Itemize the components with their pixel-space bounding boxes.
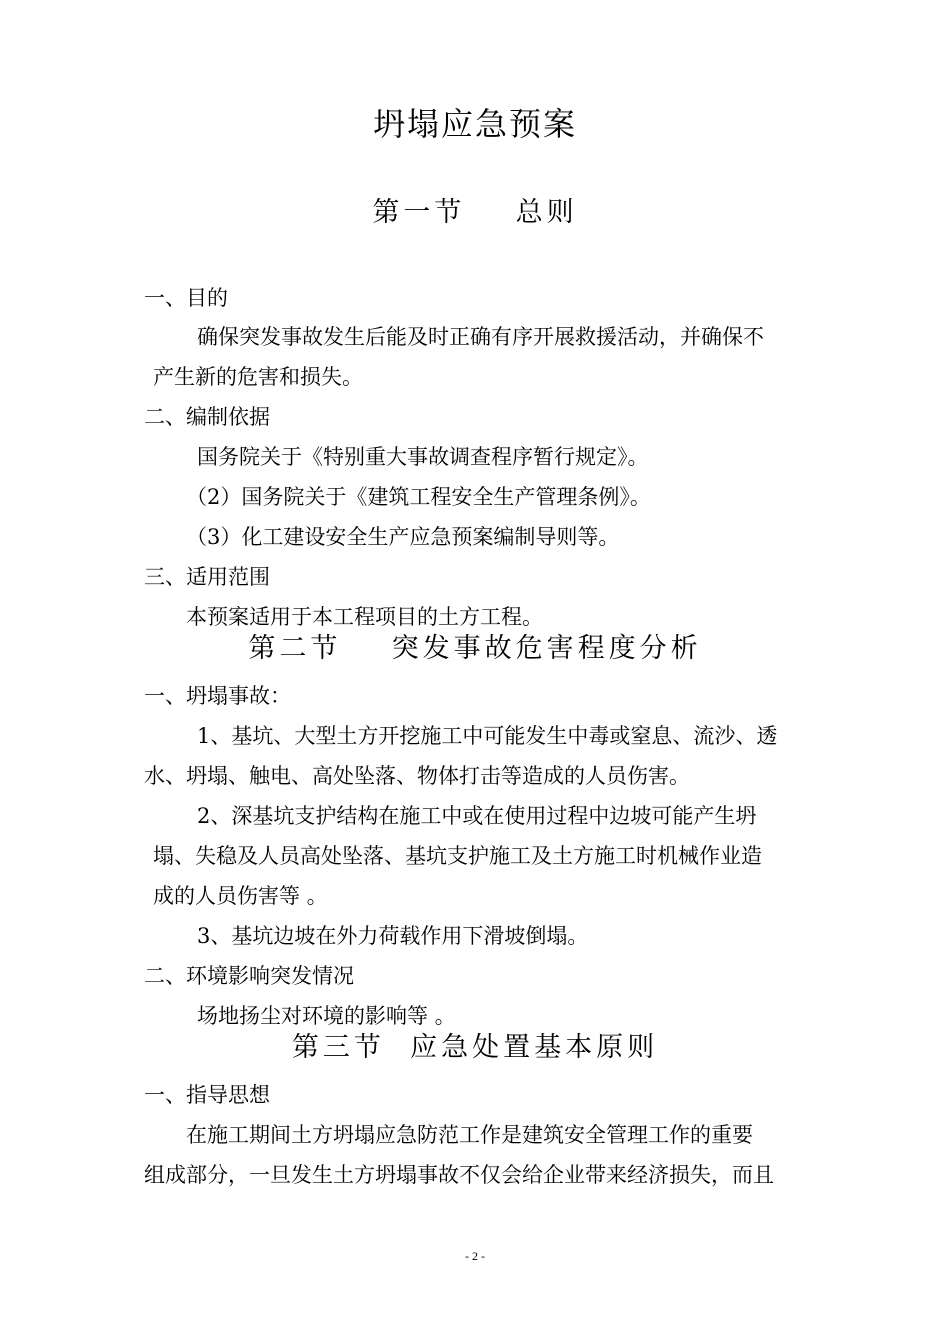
environment-heading: 二、环境影响突发情况	[144, 964, 354, 988]
guide-heading: 一、指导思想	[144, 1083, 270, 1107]
purpose-heading: 一、目的	[144, 286, 228, 310]
section-2-heading: 第二节 突发事故危害程度分析	[248, 633, 702, 664]
section-3-heading: 第三节 应急处置基本原则	[291, 1032, 659, 1063]
basis-item-1: 国务院关于《特别重大事故调查程序暂行规定》。	[197, 445, 649, 469]
environment-text: 场地扬尘对环境的影响等 。	[197, 1004, 456, 1028]
basis-item-3: （3）化工建设安全生产应急预案编制导则等。	[186, 525, 620, 549]
scope-heading: 三、适用范围	[144, 565, 270, 589]
collapse-item-3: 3、基坑边坡在外力荷载作用下滑坡倒塌。	[197, 924, 589, 948]
basis-heading: 二、编制依据	[144, 405, 270, 429]
purpose-line-2: 产生新的危害和损失。	[153, 365, 363, 389]
collapse-item-2-line-2: 塌、失稳及人员高处坠落、基坑支护施工及土方施工时机械作业造	[153, 844, 762, 868]
section-1-heading: 第一节 总则	[372, 197, 578, 228]
document-title: 坍塌应急预案	[372, 105, 577, 143]
scope-text: 本预案适用于本工程项目的土方工程。	[186, 605, 543, 629]
guide-line-1: 在施工期间土方坍塌应急防范工作是建筑安全管理工作的重要	[186, 1123, 753, 1147]
collapse-item-1-line-1: 1、基坑、大型土方开挖施工中可能发生中毒或窒息、流沙、透	[197, 724, 778, 748]
basis-item-2: （2）国务院关于《建筑工程安全生产管理条例》。	[186, 485, 651, 509]
collapse-item-2-line-1: 2、深基坑支护结构在施工中或在使用过程中边坡可能产生坍	[197, 804, 757, 828]
collapse-heading: 一、坍塌事故：	[144, 684, 291, 708]
purpose-line-1: 确保突发事故发生后能及时正确有序开展救援活动，并确保不	[197, 325, 764, 349]
page-number: - 2 -	[465, 1249, 485, 1263]
collapse-item-1-line-2: 水、坍塌、触电、高处坠落、物体打击等造成的人员伤害。	[144, 764, 690, 788]
collapse-item-2-line-3: 成的人员伤害等 。	[153, 884, 328, 908]
guide-line-2: 组成部分，一旦发生土方坍塌事故不仅会给企业带来经济损失，而且	[144, 1163, 774, 1187]
